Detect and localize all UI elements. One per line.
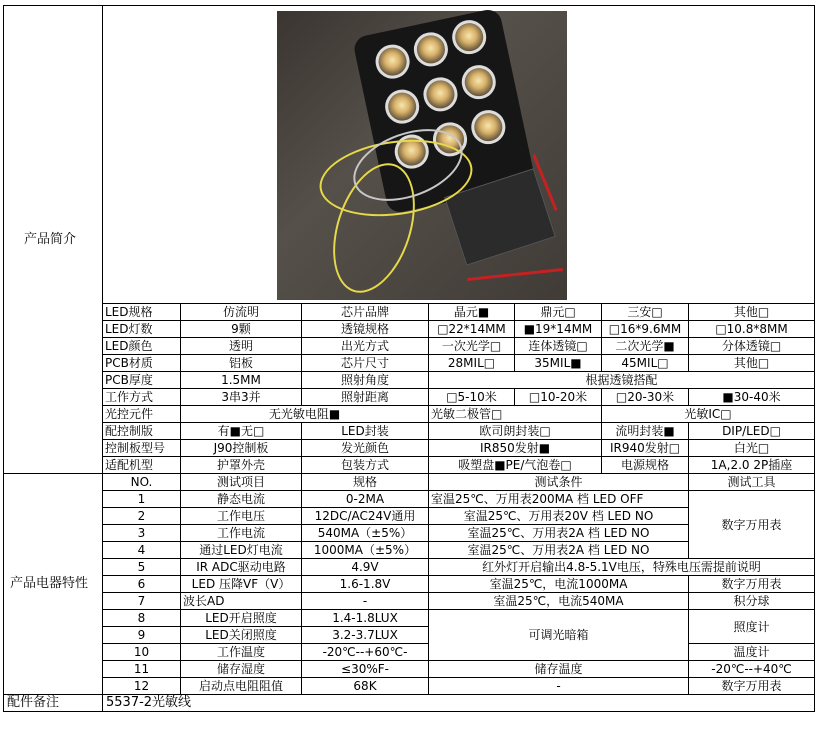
spec-option: 45MIL□: [602, 355, 689, 372]
spec-item: 芯片品牌: [302, 304, 429, 321]
test-spec: 1000MA（±5%）: [302, 542, 429, 559]
product-photo-cell: [103, 6, 815, 304]
test-no: 3: [103, 525, 181, 542]
spec-label: LED规格: [103, 304, 181, 321]
test-spec: 4.9V: [302, 559, 429, 576]
spec-option: 一次光学□: [429, 338, 515, 355]
spec-option: 光敏IC□: [602, 406, 815, 423]
test-row: [4, 593, 815, 610]
spec-option: 三安□: [602, 304, 689, 321]
spec-row-adapter: [4, 457, 815, 474]
test-header-row: [4, 474, 815, 491]
spec-option: 二次光学■: [602, 338, 689, 355]
test-spec: ≤30%F-: [302, 661, 429, 678]
test-item: 储存湿度: [181, 661, 302, 678]
spec-option: □20-30米: [602, 389, 689, 406]
spec-option: 白光□: [689, 440, 815, 457]
spec-item: 照射距离: [302, 389, 429, 406]
test-no: 8: [103, 610, 181, 627]
test-row: [4, 661, 815, 678]
test-item: 工作电压: [181, 508, 302, 525]
test-spec: 1.6-1.8V: [302, 576, 429, 593]
spec-option: 连体透镜□: [515, 338, 602, 355]
spec-option: □16*9.6MM: [602, 321, 689, 338]
test-tool: 积分球: [689, 593, 815, 610]
test-tool: 数字万用表: [689, 491, 815, 559]
test-condition: 室温25℃、万用表20V 档 LED NO: [429, 508, 689, 525]
test-no: 1: [103, 491, 181, 508]
test-row: [4, 678, 815, 695]
spec-item: 发光颜色: [302, 440, 429, 457]
spec-value: 透明: [181, 338, 302, 355]
spec-option: 分体透镜□: [689, 338, 815, 355]
spec-label: 光控元件: [103, 406, 181, 423]
test-condition: 储存温度: [429, 661, 689, 678]
test-row: [4, 491, 815, 508]
test-tool: 数字万用表: [689, 678, 815, 695]
spec-item: 出光方式: [302, 338, 429, 355]
note-label: 配件备注: [4, 695, 103, 712]
test-item: IR ADC驱动电路: [181, 559, 302, 576]
spec-item: 包装方式: [302, 457, 429, 474]
test-no: 5: [103, 559, 181, 576]
test-item: 静态电流: [181, 491, 302, 508]
header-no: NO.: [103, 474, 181, 491]
spec-row: [4, 321, 815, 338]
spec-label: LED灯数: [103, 321, 181, 338]
test-no: 6: [103, 576, 181, 593]
spec-option: 1A,2.0 2P插座: [689, 457, 815, 474]
test-item: 通过LED灯电流: [181, 542, 302, 559]
spec-label: LED颜色: [103, 338, 181, 355]
spec-option: 吸塑盘■PE/气泡卷□: [429, 457, 602, 474]
test-condition: 室温25℃、万用表2A 档 LED NO: [429, 525, 689, 542]
spec-option: IR940发射□: [602, 440, 689, 457]
test-item: LED关闭照度: [181, 627, 302, 644]
test-no: 2: [103, 508, 181, 525]
spec-option: ■30-40米: [689, 389, 815, 406]
spec-label: PCB材质: [103, 355, 181, 372]
spec-option: □10-20米: [515, 389, 602, 406]
header-item: 测试项目: [181, 474, 302, 491]
accessory-note-row: [4, 695, 815, 712]
spec-value: J90控制板: [181, 440, 302, 457]
spec-option: 其他□: [689, 304, 815, 321]
test-no: 10: [103, 644, 181, 661]
spec-option: 鼎元□: [515, 304, 602, 321]
spec-row-work-mode: [4, 389, 815, 406]
spec-row-pcb-thickness: [4, 372, 815, 389]
spec-value: 3串3并: [181, 389, 302, 406]
spec-label: 适配机型: [103, 457, 181, 474]
test-row: [4, 610, 815, 627]
spec-item: 芯片尺寸: [302, 355, 429, 372]
header-tool: 测试工具: [689, 474, 815, 491]
test-no: 9: [103, 627, 181, 644]
test-spec: 68K: [302, 678, 429, 695]
spec-option: IR850发射■: [429, 440, 602, 457]
test-tool: -20℃--+40℃: [689, 661, 815, 678]
spec-table: [3, 5, 815, 712]
spec-option: 电源规格: [602, 457, 689, 474]
test-spec: 540MA（±5%）: [302, 525, 429, 542]
test-tool: 数字万用表: [689, 576, 815, 593]
test-item: 工作电流: [181, 525, 302, 542]
spec-label: PCB厚度: [103, 372, 181, 389]
spec-item: LED封装: [302, 423, 429, 440]
note-value: 5537-2光敏线: [103, 695, 815, 712]
spec-value: 护罩外壳: [181, 457, 302, 474]
test-item: 启动点电阻阻值: [181, 678, 302, 695]
spec-value: 铝板: [181, 355, 302, 372]
spec-row-light-control: [4, 406, 815, 423]
intro-label: 产品简介: [4, 6, 103, 474]
test-condition: 室温25℃、万用表2A 档 LED NO: [429, 542, 689, 559]
spec-row: [4, 338, 815, 355]
header-condition: 测试条件: [429, 474, 689, 491]
test-tool: 温度计: [689, 644, 815, 661]
test-row: [4, 644, 815, 661]
spec-option: □22*14MM: [429, 321, 515, 338]
spec-option: □5-10米: [429, 389, 515, 406]
spec-sheet: [3, 5, 814, 742]
test-spec: 12DC/AC24V通用: [302, 508, 429, 525]
spec-label: 工作方式: [103, 389, 181, 406]
spec-value: 有■无□: [181, 423, 302, 440]
test-row: [4, 559, 815, 576]
spec-label: 控制板型号: [103, 440, 181, 457]
spec-option: DIP/LED□: [689, 423, 815, 440]
test-no: 11: [103, 661, 181, 678]
header-spec: 规格: [302, 474, 429, 491]
spec-option: 晶元■: [429, 304, 515, 321]
test-condition: 红外灯开启输出4.8-5.1V电压，特殊电压需提前说明: [429, 559, 815, 576]
spec-option: 28MIL□: [429, 355, 515, 372]
product-photo: [277, 11, 567, 300]
spec-value: 仿流明: [181, 304, 302, 321]
spec-option: 根据透镜搭配: [429, 372, 815, 389]
spec-option: 欧司朗封装□: [429, 423, 602, 440]
spec-option: 无光敏电阻■: [181, 406, 429, 423]
spec-row-board-model: [4, 440, 815, 457]
spec-item: 透镜规格: [302, 321, 429, 338]
test-no: 4: [103, 542, 181, 559]
test-condition: 室温25℃，电流1000MA: [429, 576, 689, 593]
test-no: 7: [103, 593, 181, 610]
test-condition: 室温25℃、万用表200MA 档 LED OFF: [429, 491, 689, 508]
spec-option: □10.8*8MM: [689, 321, 815, 338]
test-spec: 1.4-1.8LUX: [302, 610, 429, 627]
test-spec: -20℃--+60℃-: [302, 644, 429, 661]
test-row: [4, 576, 815, 593]
spec-option: 光敏二极管□: [429, 406, 602, 423]
spec-value: 9颗: [181, 321, 302, 338]
test-spec: 0-2MA: [302, 491, 429, 508]
spec-row: [4, 304, 815, 321]
spec-item: 照射角度: [302, 372, 429, 389]
test-no: 12: [103, 678, 181, 695]
test-condition: 室温25℃，电流540MA: [429, 593, 689, 610]
spec-option: 35MIL■: [515, 355, 602, 372]
test-tool: 照度计: [689, 610, 815, 644]
test-item: LED 压降VF（V）: [181, 576, 302, 593]
test-spec: -: [302, 593, 429, 610]
spec-option: 其他□: [689, 355, 815, 372]
spec-row-control-board: [4, 423, 815, 440]
test-condition: -: [429, 678, 689, 695]
test-item: 波长AD: [181, 593, 302, 610]
electrical-label: 产品电器特性: [4, 474, 103, 695]
spec-option: 流明封装■: [602, 423, 689, 440]
spec-option: ■19*14MM: [515, 321, 602, 338]
test-item: 工作温度: [181, 644, 302, 661]
spec-value: 1.5MM: [181, 372, 302, 389]
test-item: LED开启照度: [181, 610, 302, 627]
test-condition: 可调光暗箱: [429, 610, 689, 661]
spec-label: 配控制版: [103, 423, 181, 440]
spec-row: [4, 355, 815, 372]
test-spec: 3.2-3.7LUX: [302, 627, 429, 644]
